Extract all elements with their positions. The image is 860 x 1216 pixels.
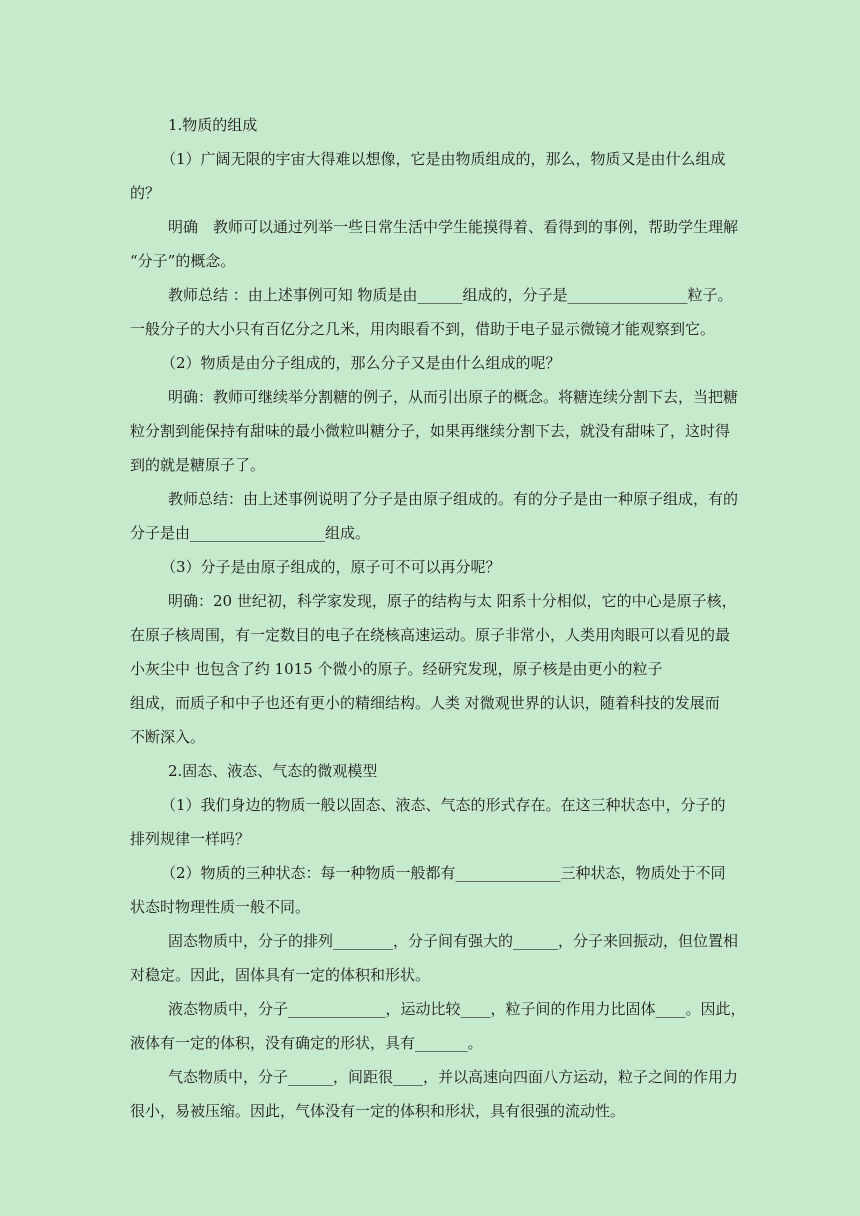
clarify-1-line-2: “分子”的概念。 bbox=[130, 252, 236, 270]
solid-line-2: 对稳定。因此，固体具有一定的体积和形状。 bbox=[130, 966, 431, 984]
summary-2-line-2: 分子是由__________________组成。 bbox=[130, 524, 371, 542]
summary-2-line-1: 教师总结：由上述事例说明了分子是由原子组成的。有的分子是由一种原子组成，有的 bbox=[168, 490, 739, 508]
summary-1-line-2: 一般分子的大小只有百亿分之几米，用肉眼看不到，借助于电子显示微镜才能观察到它。 bbox=[130, 320, 716, 338]
question-3: （3）分子是由原子组成的，原子可不可以再分呢？ bbox=[161, 558, 501, 576]
question-5-line-1: （2）物质的三种状态：每一种物质一般都有______________三种状态，物质处于不同 bbox=[161, 864, 726, 882]
question-2: （2）物质是由分子组成的，那么分子又是由什么组成的呢？ bbox=[161, 354, 561, 372]
liquid-line-1: 液态物质中，分子_____________，运动比较____，粒子间的作用力比固体____。因此， bbox=[168, 1000, 746, 1018]
gas-line-1: 气态物质中，分子______，间距很____，并以高速向四面八方运动，粒子之间的作用力 bbox=[168, 1068, 739, 1086]
clarify-3-line-4: 组成，而质子和中子也还有更小的精细结构。人类 对微观世界的认识，随着科技的发展而 bbox=[130, 694, 720, 712]
clarify-3-line-1: 明确：20 世纪初，科学家发现，原子的结构与太 阳系十分相似，它的中心是原子核， bbox=[168, 592, 737, 610]
clarify-1-line-1: 明确 教师可以通过列举一些日常生活中学生能摸得着、看得到的事例，帮助学生理解 bbox=[168, 218, 739, 236]
solid-line-1: 固态物质中，分子的排列________，分子间有强大的______，分子来回振动，但位置相 bbox=[168, 932, 739, 950]
clarify-2-line-3: 到的就是糖原子了。 bbox=[130, 456, 266, 474]
clarify-3-line-3: 小灰尘中 也包含了约 1015 个微小的原子。经研究发现，原子核是由更小的粒子 bbox=[130, 660, 663, 678]
question-1-line-1: （1）广阔无限的宇宙大得难以想像，它是由物质组成的，那么，物质又是由什么组成 bbox=[161, 150, 726, 168]
liquid-line-2: 液体有一定的体积，没有确定的形状，具有_______。 bbox=[130, 1034, 483, 1052]
summary-1-line-1: 教师总结 ：由上述事例可知 物质是由______组成的，分子是________________粒子。 bbox=[168, 286, 733, 304]
clarify-3-line-2: 在原子核周围，有一定数目的电子在绕核高速运动。原子非常小，人类用肉眼可以看见的最 bbox=[130, 626, 731, 644]
question-4-line-2: 排列规律一样吗？ bbox=[130, 830, 251, 848]
section-heading-1: 1.物质的组成 bbox=[168, 116, 258, 134]
clarify-3-line-5: 不断深入。 bbox=[130, 728, 206, 746]
clarify-2-line-2: 粒分割到能保持有甜味的最小微粒叫糖分子，如果再继续分割下去，就没有甜味了，这时得 bbox=[130, 422, 731, 440]
question-1-line-2: 的？ bbox=[130, 184, 161, 202]
gas-line-2: 很小，易被压缩。因此，气体没有一定的体积和形状，具有很强的流动性。 bbox=[130, 1102, 626, 1120]
clarify-2-line-1: 明确：教师可继续举分割糖的例子，从而引出原子的概念。将糖连续分割下去，当把糖 bbox=[168, 388, 739, 406]
question-5-line-2: 状态时物理性质一般不同。 bbox=[130, 898, 311, 916]
question-4-line-1: （1）我们身边的物质一般以固态、液态、气态的形式存在。在这三种状态中，分子的 bbox=[161, 796, 726, 814]
section-heading-2: 2.固态、液态、气态的微观模型 bbox=[168, 762, 378, 780]
